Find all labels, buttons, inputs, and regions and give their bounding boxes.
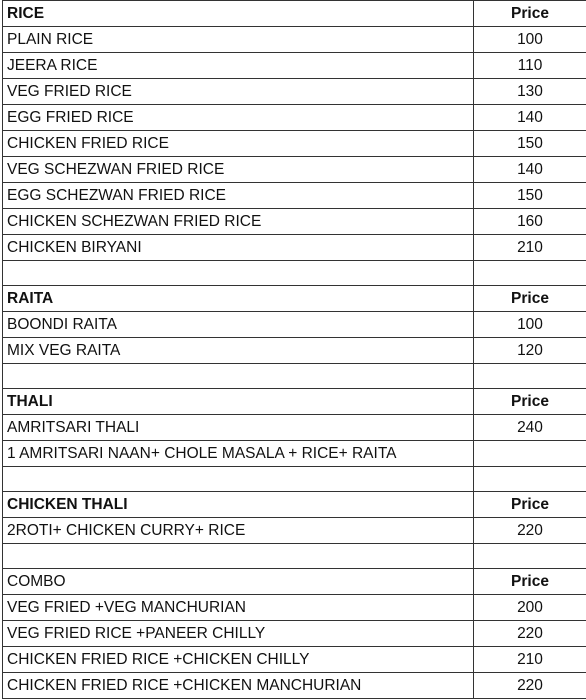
spacer-row bbox=[3, 364, 586, 389]
item-price: 220 bbox=[474, 673, 586, 699]
item-price: 160 bbox=[474, 209, 586, 235]
item-name: CHICKEN FRIED RICE bbox=[3, 131, 474, 157]
menu-item-row bbox=[3, 441, 586, 467]
item-name: PLAIN RICE bbox=[3, 27, 474, 53]
spacer-row bbox=[3, 467, 586, 492]
menu-item-row bbox=[3, 53, 586, 79]
price-column-header: Price bbox=[474, 286, 586, 312]
menu-item-row bbox=[3, 518, 586, 544]
item-price: 100 bbox=[474, 27, 586, 53]
spacer-cell bbox=[3, 544, 474, 569]
menu-item-row bbox=[3, 209, 586, 235]
menu-item-row bbox=[3, 415, 586, 441]
spacer-cell bbox=[3, 261, 474, 286]
section-header-raita bbox=[3, 286, 586, 312]
menu-item-row bbox=[3, 673, 586, 699]
item-price: 210 bbox=[474, 647, 586, 673]
item-name: EGG FRIED RICE bbox=[3, 105, 474, 131]
menu-item-row bbox=[3, 79, 586, 105]
item-name: CHICKEN SCHEZWAN FRIED RICE bbox=[3, 209, 474, 235]
menu-item-row bbox=[3, 27, 586, 53]
item-name: CHICKEN FRIED RICE +CHICKEN CHILLY bbox=[3, 647, 474, 673]
menu-item-row bbox=[3, 157, 586, 183]
item-name: EGG SCHEZWAN FRIED RICE bbox=[3, 183, 474, 209]
price-column-header: Price bbox=[474, 1, 586, 27]
section-title: RAITA bbox=[3, 286, 474, 312]
section-title: CHICKEN THALI bbox=[3, 492, 474, 518]
menu-item-row bbox=[3, 595, 586, 621]
item-name: AMRITSARI THALI bbox=[3, 415, 474, 441]
item-price: 210 bbox=[474, 235, 586, 261]
item-price bbox=[474, 441, 586, 467]
price-column-header: Price bbox=[474, 569, 586, 595]
spacer-cell bbox=[474, 364, 586, 389]
item-name: JEERA RICE bbox=[3, 53, 474, 79]
item-price: 140 bbox=[474, 105, 586, 131]
item-name: VEG FRIED +VEG MANCHURIAN bbox=[3, 595, 474, 621]
item-price: 140 bbox=[474, 157, 586, 183]
section-title: COMBO bbox=[3, 569, 474, 595]
item-name: VEG FRIED RICE bbox=[3, 79, 474, 105]
menu-item-row bbox=[3, 621, 586, 647]
section-header-thali bbox=[3, 389, 586, 415]
item-name: 2ROTI+ CHICKEN CURRY+ RICE bbox=[3, 518, 474, 544]
spacer-row bbox=[3, 261, 586, 286]
section-header-chicken-thali bbox=[3, 492, 586, 518]
item-price: 150 bbox=[474, 131, 586, 157]
item-price: 220 bbox=[474, 518, 586, 544]
section-header-combo bbox=[3, 569, 586, 595]
spacer-cell bbox=[3, 467, 474, 492]
menu-item-row bbox=[3, 647, 586, 673]
menu-item-row bbox=[3, 131, 586, 157]
item-name: MIX VEG RAITA bbox=[3, 338, 474, 364]
section-header-rice bbox=[3, 1, 586, 27]
item-name: CHICKEN FRIED RICE +CHICKEN MANCHURIAN bbox=[3, 673, 474, 699]
item-name: VEG SCHEZWAN FRIED RICE bbox=[3, 157, 474, 183]
item-price: 120 bbox=[474, 338, 586, 364]
menu-item-row bbox=[3, 235, 586, 261]
section-title: THALI bbox=[3, 389, 474, 415]
spacer-cell bbox=[3, 364, 474, 389]
item-price: 130 bbox=[474, 79, 586, 105]
menu-item-row bbox=[3, 105, 586, 131]
item-name: VEG FRIED RICE +PANEER CHILLY bbox=[3, 621, 474, 647]
price-column-header: Price bbox=[474, 492, 586, 518]
menu-item-row bbox=[3, 183, 586, 209]
menu-table-body bbox=[3, 1, 586, 699]
spacer-cell bbox=[474, 467, 586, 492]
spacer-row bbox=[3, 544, 586, 569]
menu-item-row bbox=[3, 312, 586, 338]
section-title: RICE bbox=[3, 1, 474, 27]
menu-price-table bbox=[2, 0, 586, 699]
item-price: 150 bbox=[474, 183, 586, 209]
item-price: 110 bbox=[474, 53, 586, 79]
item-name: CHICKEN BIRYANI bbox=[3, 235, 474, 261]
item-price: 240 bbox=[474, 415, 586, 441]
item-price: 100 bbox=[474, 312, 586, 338]
spacer-cell bbox=[474, 261, 586, 286]
menu-item-row bbox=[3, 338, 586, 364]
spacer-cell bbox=[474, 544, 586, 569]
price-column-header: Price bbox=[474, 389, 586, 415]
item-name: BOONDI RAITA bbox=[3, 312, 474, 338]
item-price: 220 bbox=[474, 621, 586, 647]
item-description: 1 AMRITSARI NAAN+ CHOLE MASALA + RICE+ RAITA bbox=[3, 441, 474, 467]
item-price: 200 bbox=[474, 595, 586, 621]
